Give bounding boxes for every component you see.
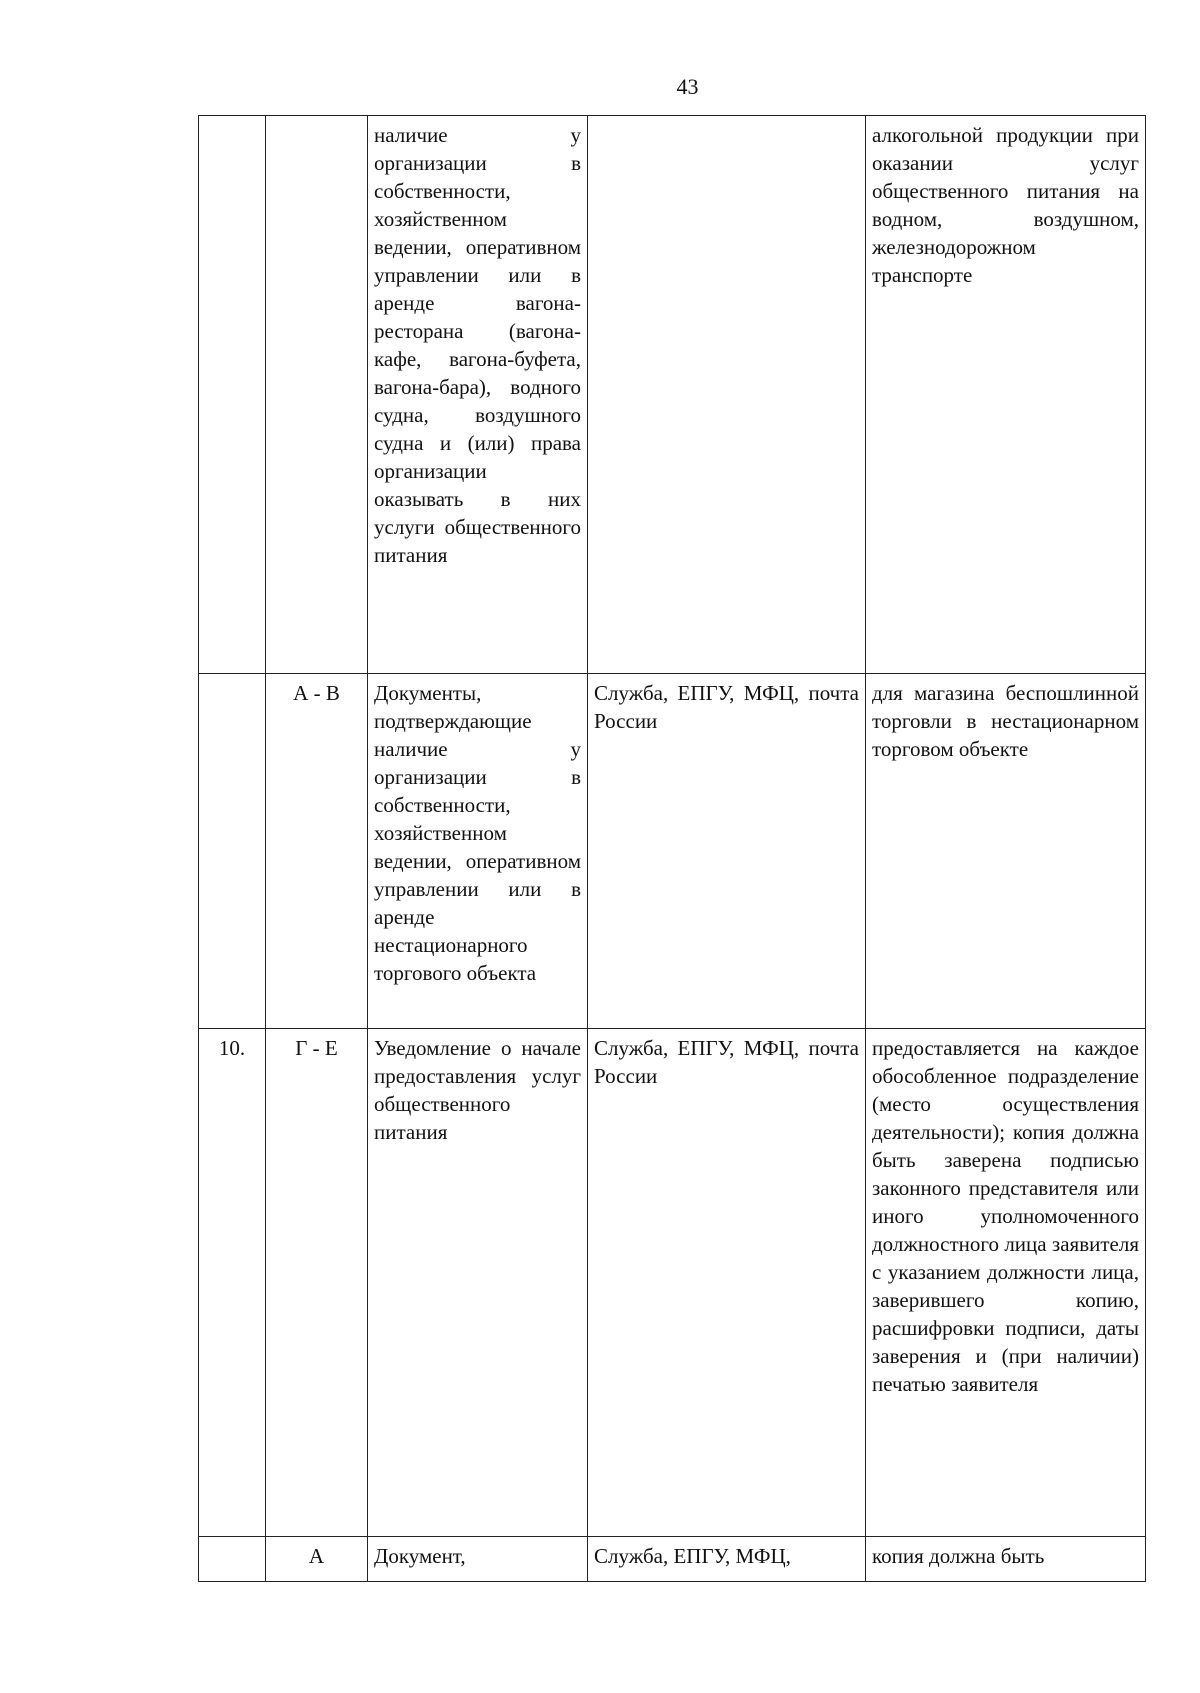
table-row	[199, 116, 1146, 674]
table-row	[199, 1029, 1146, 1537]
page-number: 43	[676, 74, 699, 99]
document-table	[198, 115, 1146, 1582]
document-name-cell: Уведомление о начале предоставления услуг общественного питания	[368, 1029, 588, 1537]
document-name-cell: наличие у организации в собственности, хозяйственном ведении, оперативном управлении или в аренде вагона-ресторана (вагона-кафе, вагона-буфета, вагона-бара), водного судна, воздушного судна и (или) права организации оказывать в них услуги общественного питания	[368, 116, 588, 674]
row-number-cell	[199, 1537, 266, 1582]
note-cell: алкогольной продукции при оказании услуг общественного питания на водном, воздушном, железнодорожном транспорте	[866, 116, 1146, 674]
table-row	[199, 674, 1146, 1029]
note-cell: для магазина беспошлинной торговли в нестационарном торговом объекте	[866, 674, 1146, 1029]
document-name-cell: Документ,	[368, 1537, 588, 1582]
applicability-code-cell: А	[266, 1537, 368, 1582]
row-number-cell	[199, 674, 266, 1029]
applicability-code-cell	[266, 116, 368, 674]
submission-channel-cell: Служба, ЕПГУ, МФЦ,	[588, 1537, 866, 1582]
row-number-cell	[199, 116, 266, 674]
document-name-cell: Документы, подтверждающие наличие у организации в собственности, хозяйственном ведении, оперативном управлении или в аренде нестационарного торгового объекта	[368, 674, 588, 1029]
submission-channel-cell: Служба, ЕПГУ, МФЦ, почта России	[588, 1029, 866, 1537]
submission-channel-cell	[588, 116, 866, 674]
table-row	[199, 1537, 1146, 1582]
submission-channel-cell: Служба, ЕПГУ, МФЦ, почта России	[588, 674, 866, 1029]
note-cell: копия должна быть	[866, 1537, 1146, 1582]
applicability-code-cell: А - В	[266, 674, 368, 1029]
row-number-cell: 10.	[199, 1029, 266, 1537]
note-cell: предоставляется на каждое обособленное подразделение (место осуществления деятельности); копия должна быть заверена подписью законного представителя или иного уполномоченного должностного лица заявителя с указанием должности лица, заверившего копию, расшифровки подписи, даты заверения и (при наличии) печатью заявителя	[866, 1029, 1146, 1537]
applicability-code-cell: Г - Е	[266, 1029, 368, 1537]
